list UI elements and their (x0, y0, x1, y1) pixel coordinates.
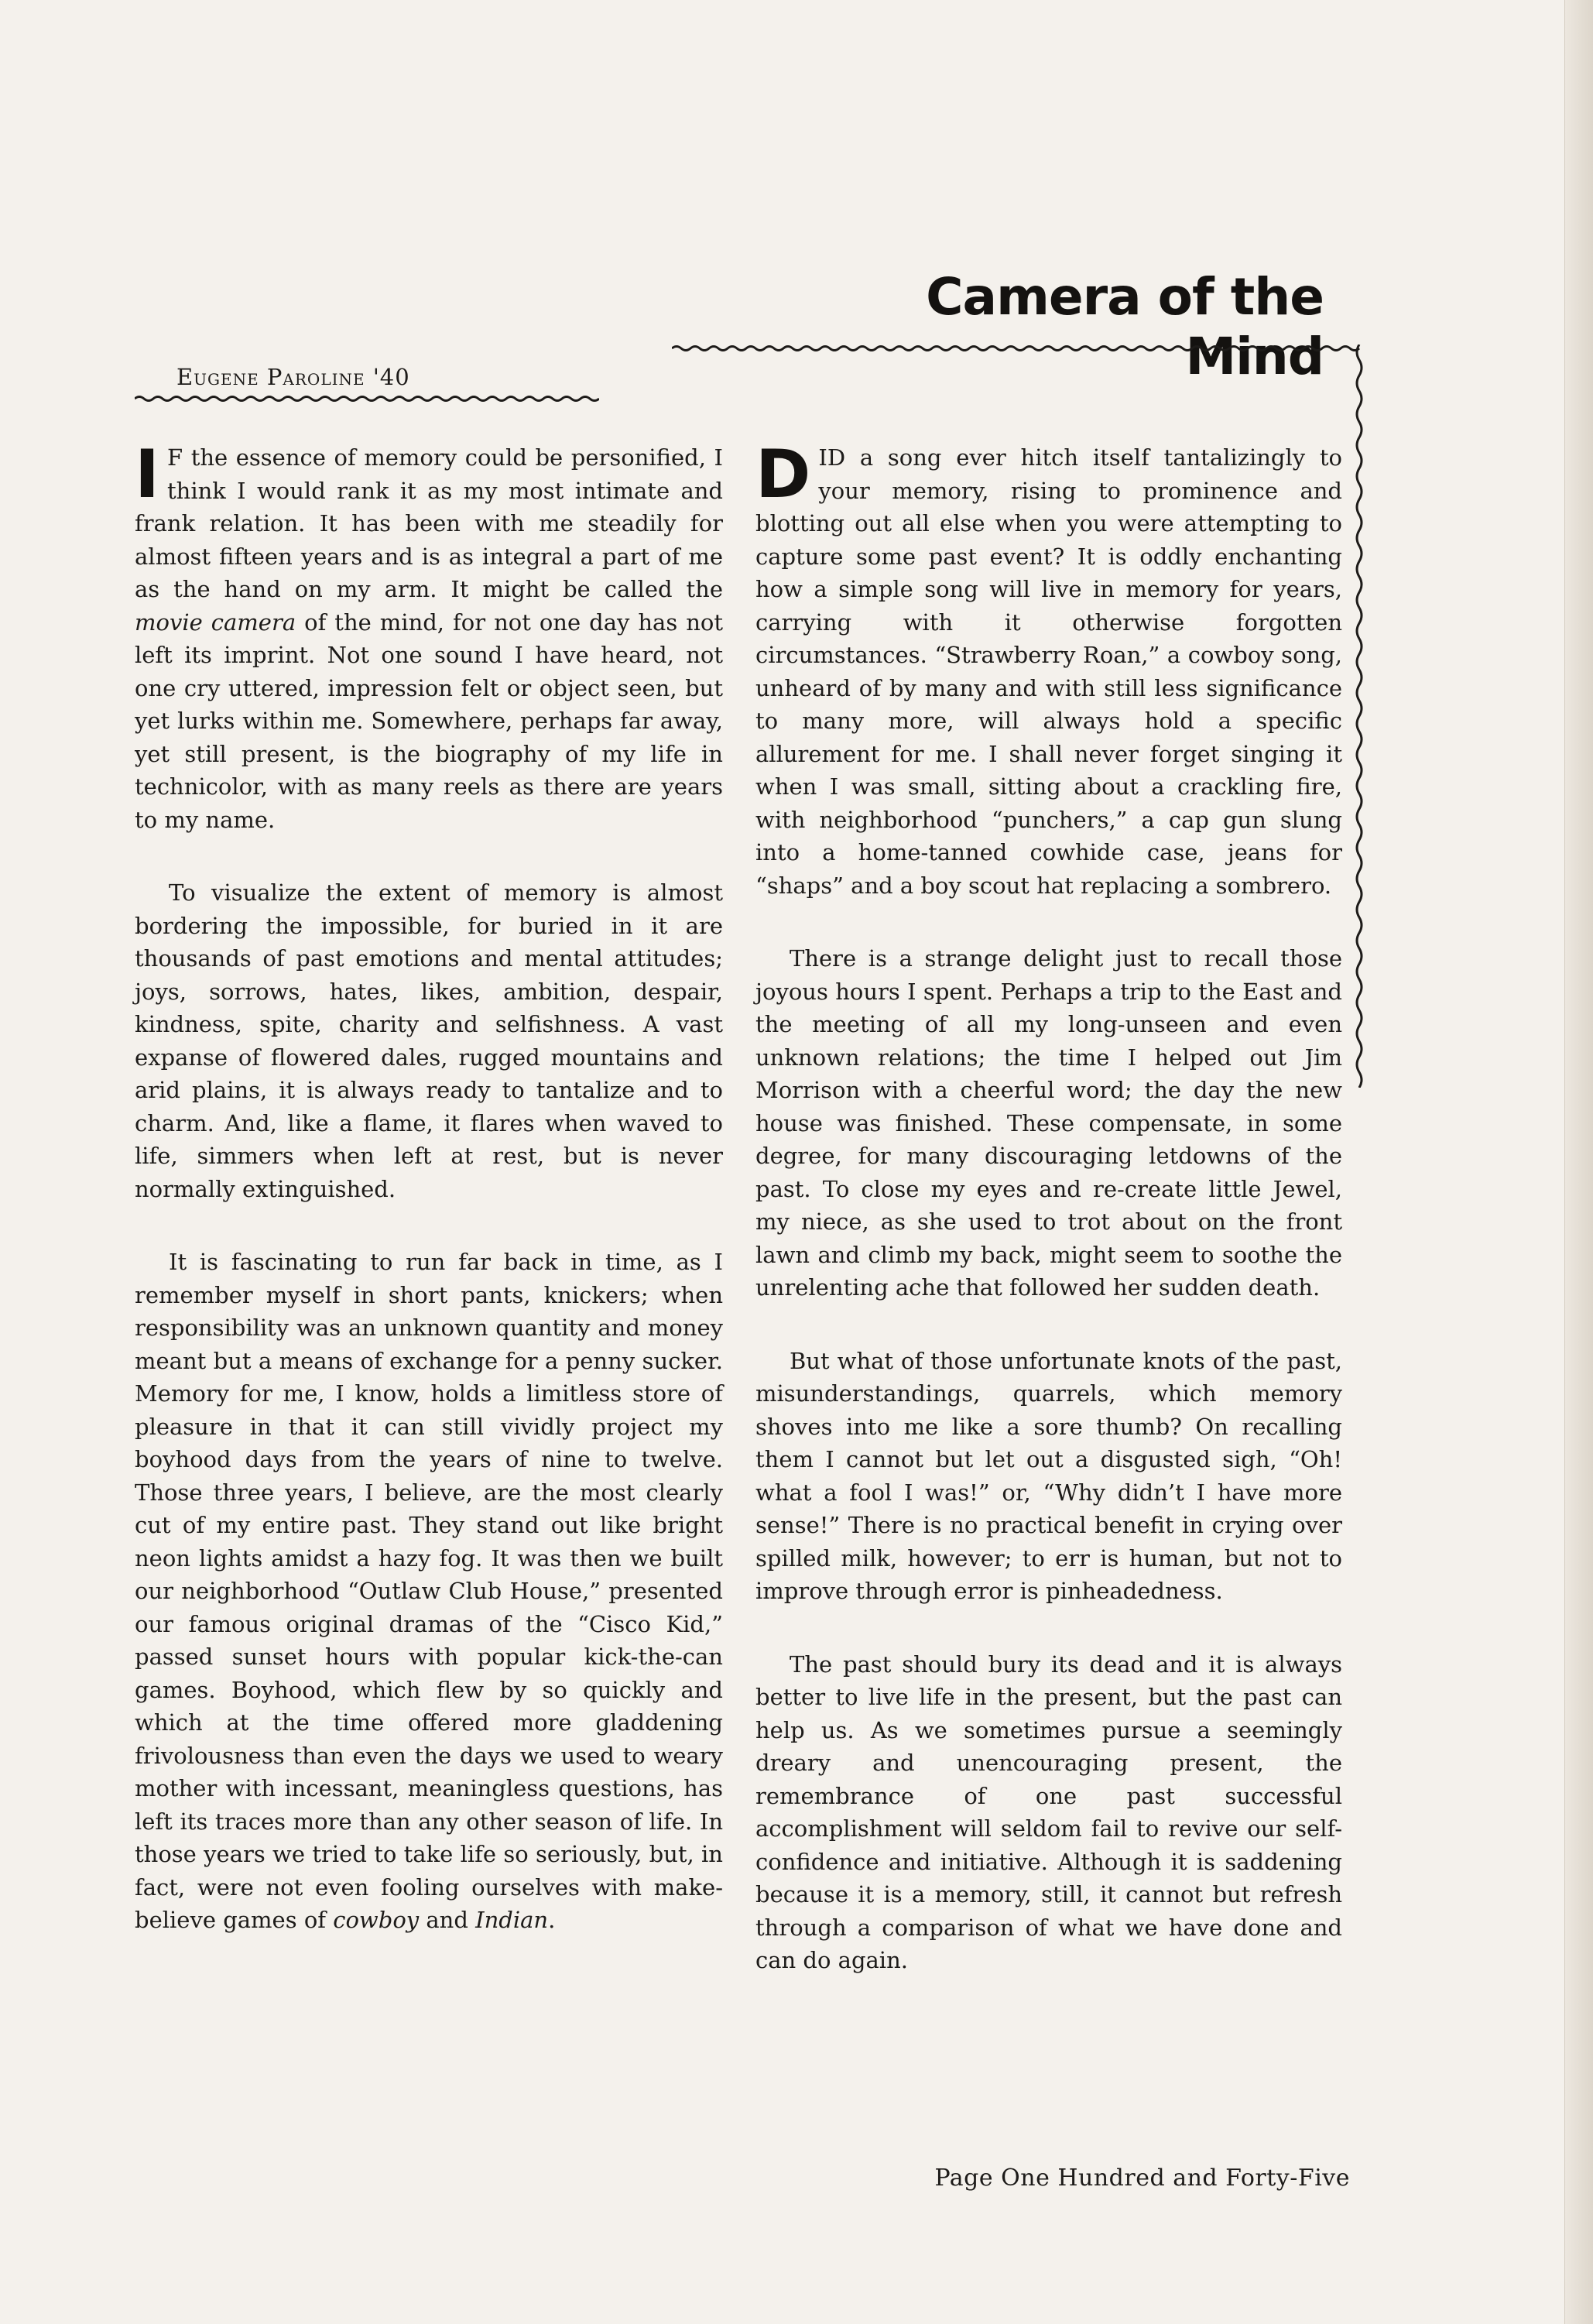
left-column (135, 436, 724, 1977)
page-number-footer: Page One Hundred and Forty-Five (934, 2165, 1350, 2192)
right-column (755, 436, 1342, 2017)
left-paragraph-2: To visualize the extent of memory is almost bordering the impossible, for buried in it are thousands of past emotions and mental attitudes; joys, sorrows, hates, likes, ambition, despair, kindness, spite, charity and selfishness. A vast expanse of flowered dales, rugged mountains and arid plains, it is always ready to tantalize and to charm. And, like a flame, it flares when waved to life, simmers when left at rest, but is never normally extinguished. (135, 879, 723, 1202)
left-dropcap: I (135, 436, 159, 513)
right-dropcap: D (755, 436, 811, 513)
left-paragraph-1-text-b: of the mind, for not one day has not left its imprint. Not one sound I have heard, not one cry uttered, impression felt or object seen, but yet lurks within me. Somewhere, perhaps far away, yet still present, is the biography of my life in technicolor, with as many reels as there are years to my name. (135, 608, 724, 833)
left-paragraph-1-emphasis: movie camera (135, 608, 296, 636)
author-byline: Eugene Paroline '40 (176, 364, 410, 390)
article-title: Camera of the Mind (926, 267, 1324, 386)
left-paragraph-3-emphasis-2: Indian (475, 1907, 549, 1933)
side-wavy-rule (1353, 344, 1365, 1088)
title-wavy-rule (672, 344, 1364, 352)
page-edge (1564, 0, 1593, 2324)
left-paragraph-3-end: . (548, 1907, 556, 1933)
right-paragraph-4: The past should bury its dead and it is always better to live life in the present, but the past can help us. As we sometimes pursue a seemingly dreary and unencouraging present, the remembrance of one past successful accomplishment will seldom fail to revive our self-confidence and initiative. Although it is saddening because it is a memory, still, it cannot but refresh through a comparison of what we have done and can do again. (755, 1650, 1342, 1973)
left-paragraph-1 (135, 436, 724, 836)
left-paragraph-3 (135, 1246, 723, 1937)
right-paragraph-3: But what of those unfortunate knots of the past, misunderstandings, quarrels, which memory shoves into me like a sore thumb? On recalling them I cannot but let out a disgusted sigh, “Oh! what a fool I was!” or, “Why didn’t I have more sense!” There is no practical benefit in crying over spilled milk, however; to err is human, but not to improve through error is pinheadedness. (755, 1347, 1342, 1604)
right-paragraph-1 (755, 436, 1342, 902)
author-wavy-rule (135, 395, 599, 403)
left-paragraph-3-emphasis-1: cowboy (333, 1907, 420, 1933)
left-paragraph-1-text-a: F the essence of memory could be personified, I think I would rank it as my most intimate and frank relation. It has been with me steadily for almost fifteen years and is as integral a part of me as the hand on my arm. It might be called the (135, 444, 723, 602)
right-paragraph-1-text: ID a song ever hitch itself tantalizingly to your memory, rising to prominence and blotting out all else when you were attempting to capture some past event? It is oddly enchanting how a simple song will live in memory for years, carrying with it otherwise forgotten circumstances. “Strawberry Roan,” a cowboy song, unheard of by many and with still less significance to many more, will always hold a specific allurement for me. I shall never forget singing it when I was small, sitting about a crackling fire, with neighborhood “punchers,” a cap gun slung into a home-tanned cowhide case, jeans for “shaps” and a boy scout hat replacing a sombrero. (755, 444, 1342, 899)
left-paragraph-3-text-mid: and (419, 1907, 476, 1933)
right-paragraph-2: There is a strange delight just to recall those joyous hours I spent. Perhaps a trip to the East and the meeting of all my long-unseen and even unknown relations; the time I helped out Jim Morrison with a cheerful word; the day the new house was finished. These compensate, in some degree, for many discouraging letdowns of the past. To close my eyes and re-create little Jewel, my niece, as she used to trot about on the front lawn and climb my back, might seem to soothe the unrelenting ache that followed her sudden death. (755, 945, 1342, 1301)
left-paragraph-3-text: It is fascinating to run far back in time, as I remember myself in short pants, knickers; when responsibility was an unknown quantity and money meant but a means of exchange for a penny sucker. Memory for me, I know, holds a limitless store of pleasure in that it can still vividly project my boyhood days from the years of nine to twelve. Those three years, I believe, are the most clearly cut of my entire past. They stand out like bright neon lights amidst a hazy fog. It was then we built our neighborhood “Outlaw Club House,” presented our famous original dramas of the “Cisco Kid,” passed sunset hours with popular kick-the-can games. Boyhood, which flew by so quickly and which at the time offered more gladdening frivolousness than even the days we used to weary mother with incessant, meaningless questions, has left its traces more than any other season of life. In those years we tried to take life so seriously, but, in fact, were not even fooling ourselves with make-believe games of (135, 1249, 723, 1933)
